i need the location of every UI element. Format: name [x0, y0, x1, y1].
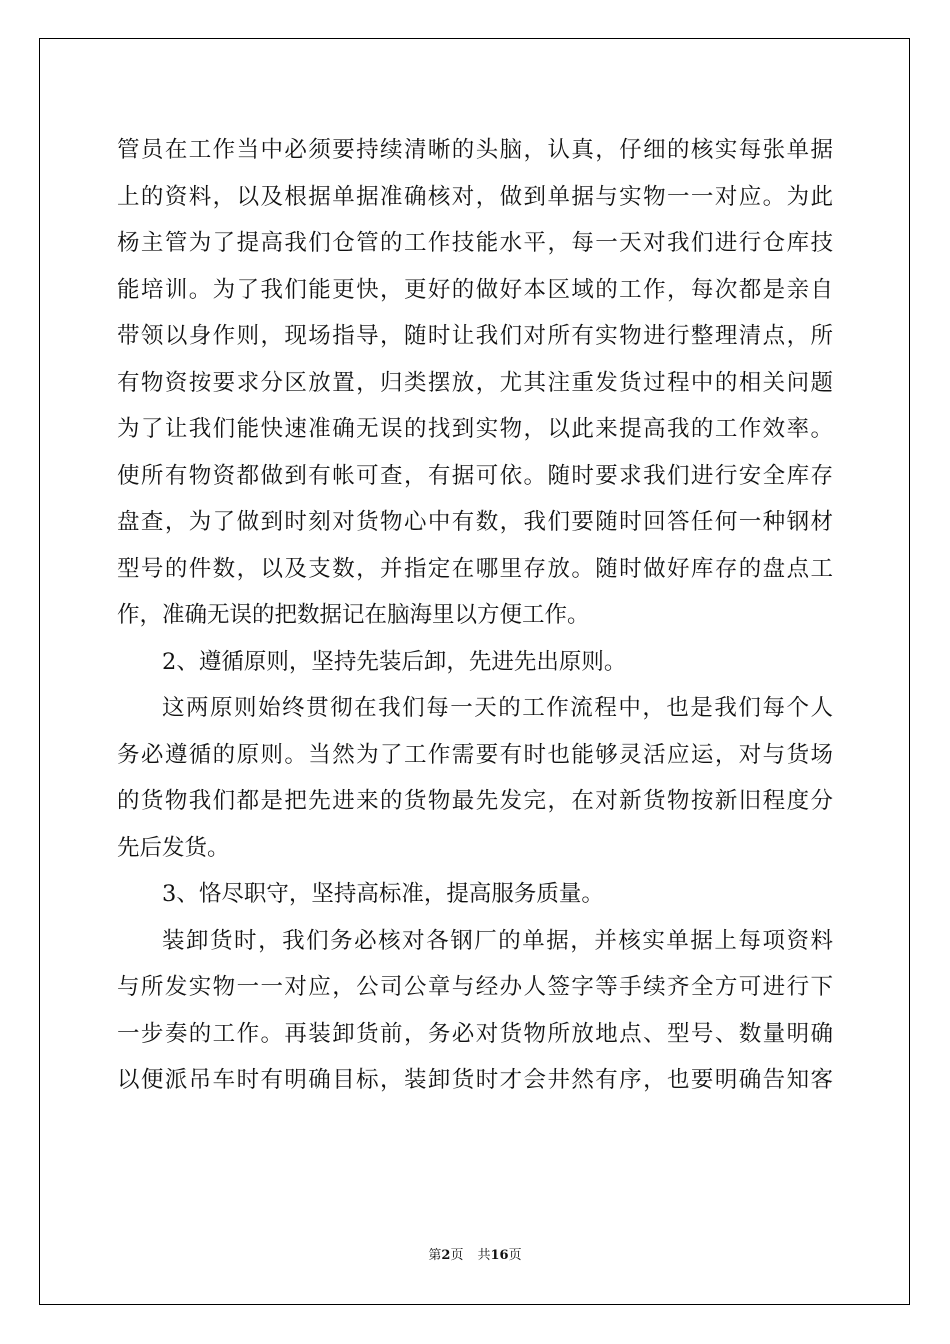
- total-suffix: 页: [508, 1248, 522, 1263]
- text-line: 带领以身作则，现场指导，随时让我们对所有实物进行整理清点，所: [117, 323, 833, 349]
- text-line: 作，准确无误的把数据记在脑海里以方便工作。: [117, 602, 590, 628]
- text-line: 务必遵循的原则。当然为了工作需要有时也能够灵活应运，对与货场: [117, 741, 833, 768]
- text-line: 这两原则始终贯彻在我们每一天的工作流程中，也是我们每个人: [162, 695, 833, 721]
- text-line: 先后发货。: [117, 834, 230, 861]
- text-line: 的货物我们都是把先进来的货物最先发完，在对新货物按新旧程度分: [117, 788, 833, 814]
- text-line: 为了让我们能快速准确无误的找到实物，以此来提高我的工作效率。: [117, 416, 833, 442]
- page-number: 2: [441, 1248, 451, 1263]
- text-line: 使所有物资都做到有帐可查，有据可依。随时要求我们进行安全库存: [117, 462, 833, 489]
- page-suffix: 页: [450, 1248, 464, 1263]
- text-line: 能培训。为了我们能更快，更好的做好本区域的工作，每次都是亲自: [117, 276, 833, 303]
- text-line: 杨主管为了提高我们仓管的工作技能水平，每一天对我们进行仓库技: [117, 230, 833, 256]
- page-prefix: 第: [428, 1248, 442, 1263]
- text-line: 有物资按要求分区放置，归类摆放，尤其注重发货过程中的相关问题: [117, 369, 833, 396]
- section-heading: 3、恪尽职守，坚持高标准，提高服务质量。: [162, 881, 604, 907]
- text-line: 以便派吊车时有明确目标，装卸货时才会井然有序，也要明确告知客: [117, 1067, 833, 1093]
- total-pages: 16: [490, 1248, 509, 1263]
- page-footer: [0, 1244, 950, 1263]
- total-prefix: 共: [477, 1248, 491, 1263]
- text-line: 装卸货时，我们务必核对各钢厂的单据，并核实单据上每项资料: [162, 927, 833, 954]
- text-line: 上的资料，以及根据单据准确核对，做到单据与实物一一对应。为此: [117, 183, 833, 210]
- section-heading: 2、遵循原则，坚持先装后卸，先进先出原则。: [162, 648, 627, 675]
- text-line: 管员在工作当中必须要持续清晰的头脑，认真，仔细的核实每张单据: [117, 137, 833, 163]
- text-line: 型号的件数，以及支数，并指定在哪里存放。随时做好库存的盘点工: [117, 555, 833, 582]
- text-line: 一步奏的工作。再装卸货前，务必对货物所放地点、型号、数量明确: [117, 1020, 833, 1047]
- text-line: 与所发实物一一对应，公司公章与经办人签字等手续齐全方可进行下: [117, 974, 833, 1000]
- document-body: [117, 127, 833, 1104]
- text-line: 盘查，为了做到时刻对货物心中有数，我们要随时回答任何一种钢材: [117, 509, 833, 535]
